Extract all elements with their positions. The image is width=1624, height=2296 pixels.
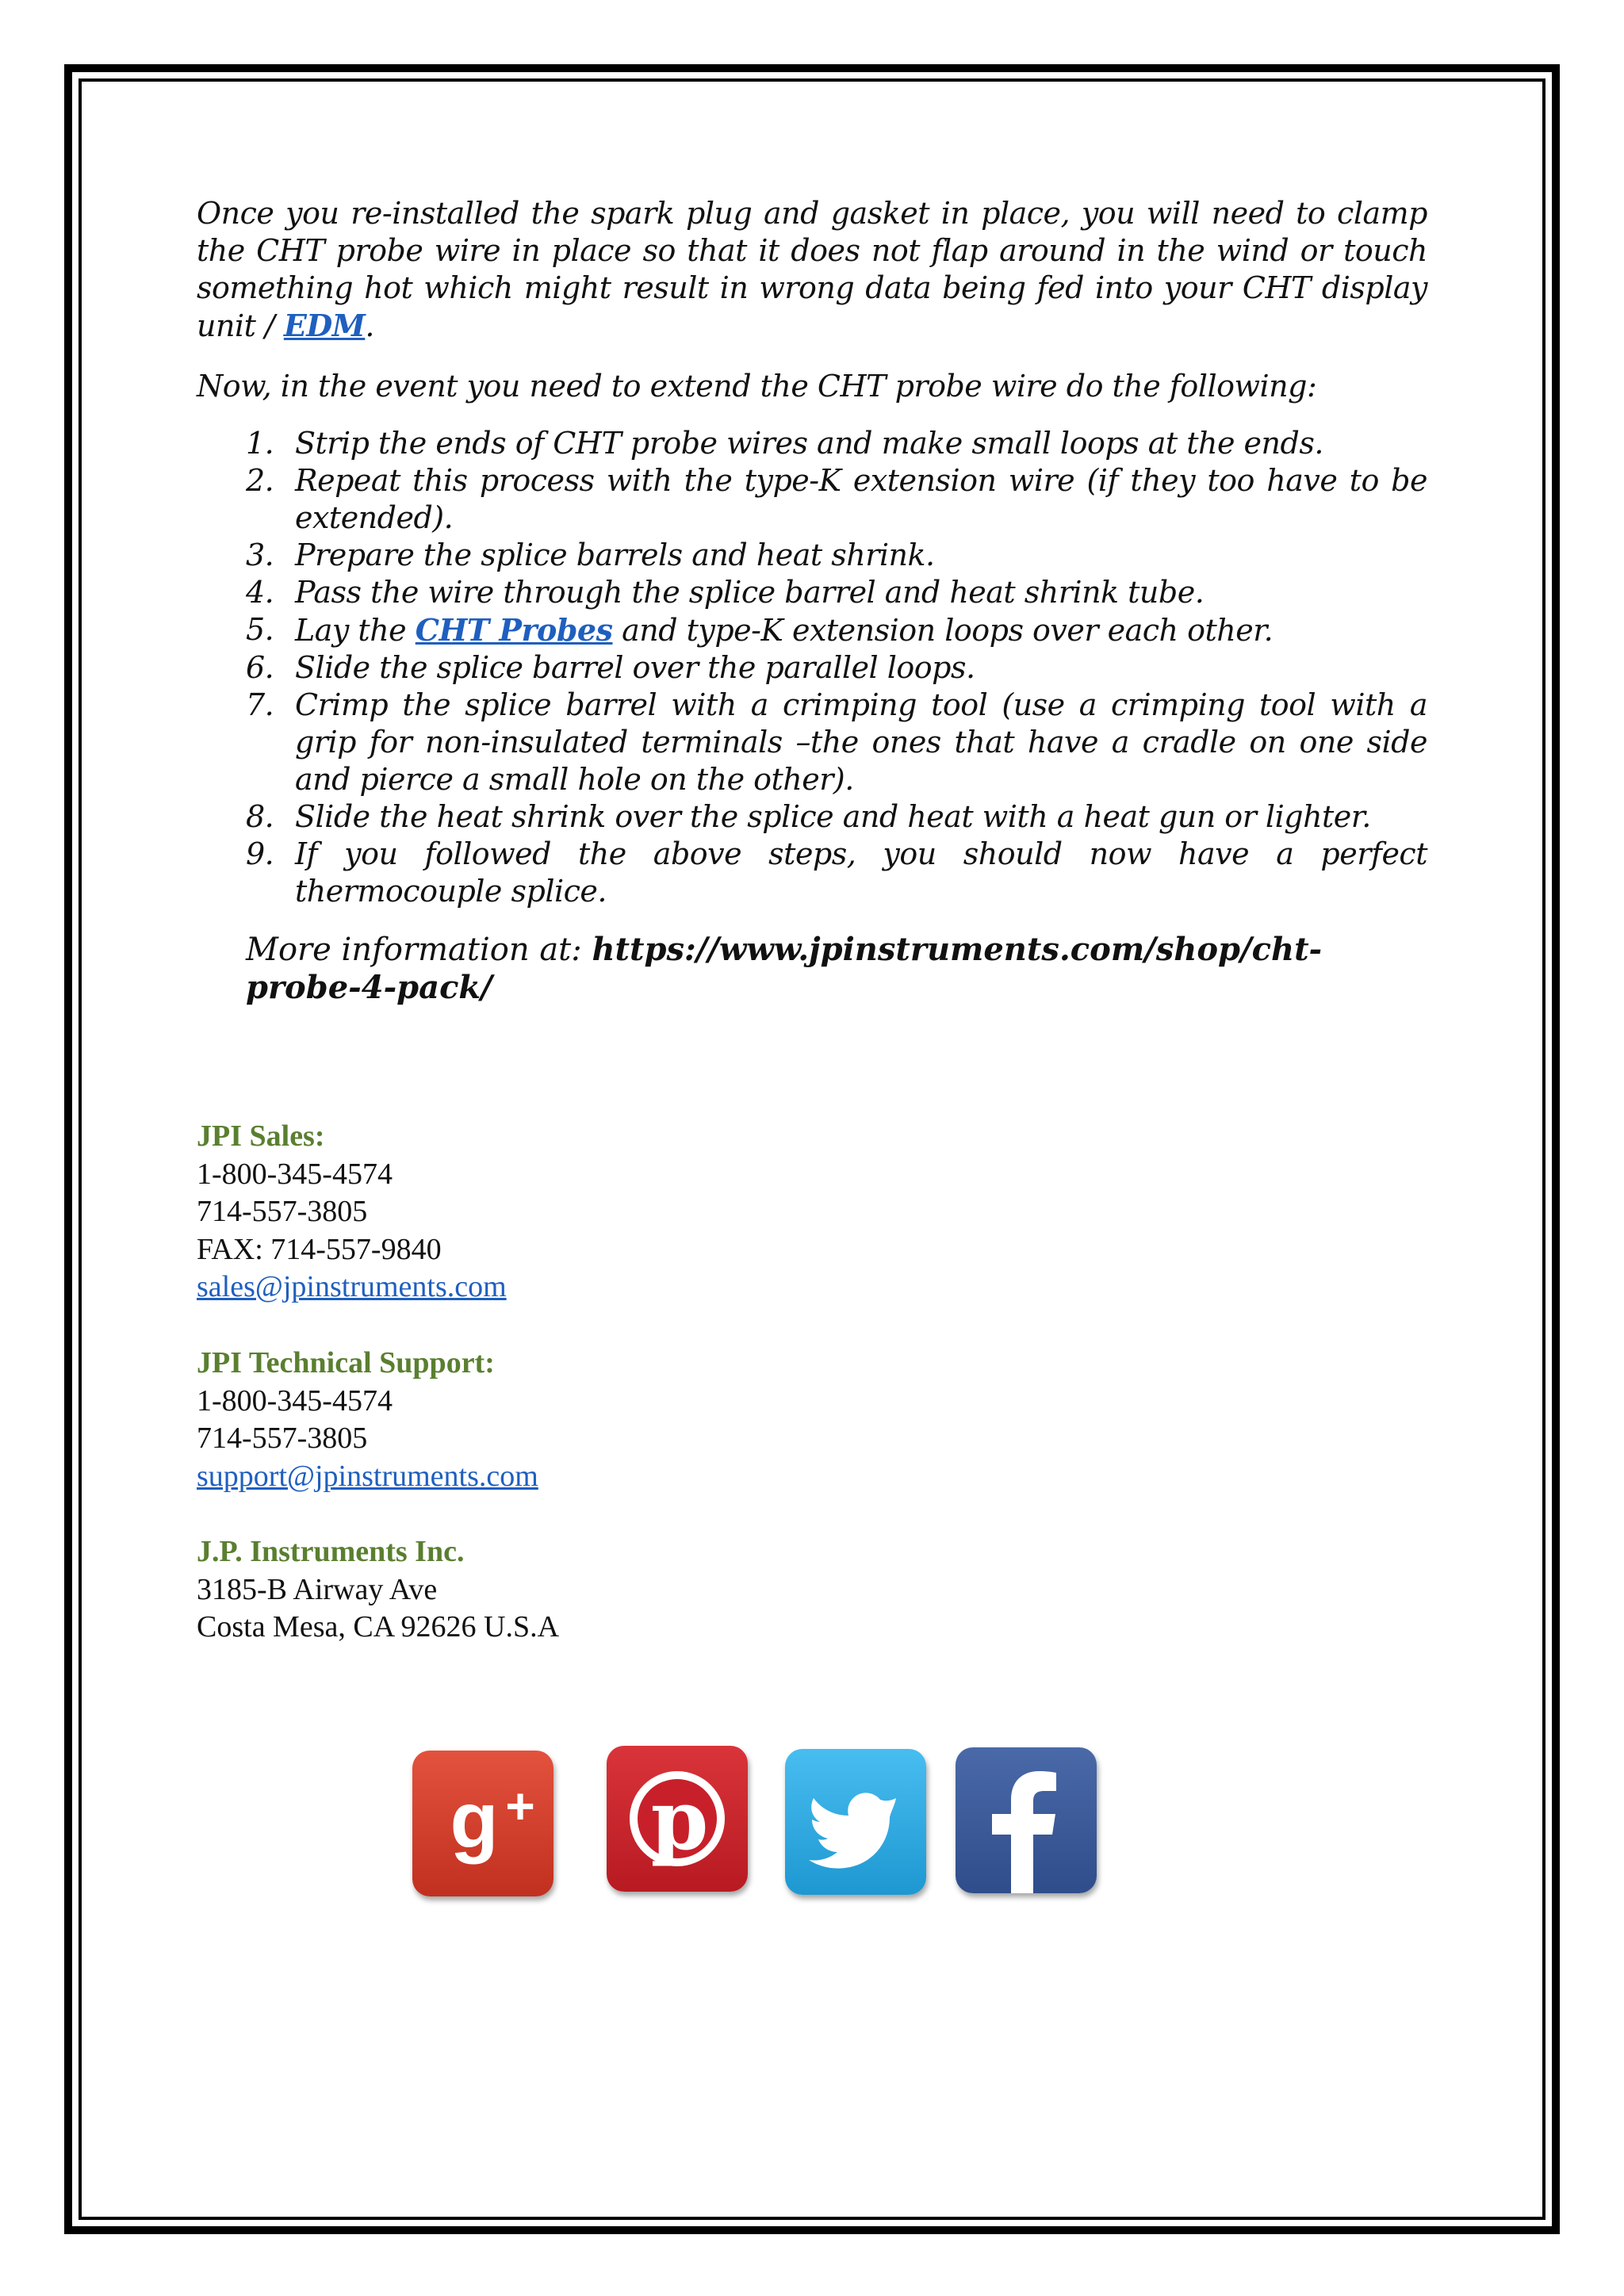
more-information [246, 931, 1427, 1007]
step-number: 9. [246, 836, 274, 871]
step-number: 3. [246, 538, 274, 572]
step-text: Pass the wire through the splice barrel and heat shrink tube. [295, 575, 1205, 610]
support-contact-block [197, 1345, 538, 1495]
step-number: 8. [246, 799, 274, 834]
step-item [197, 574, 1427, 611]
address-line-1: 3185-B Airway Ave [197, 1572, 438, 1606]
step-item [197, 611, 1427, 649]
step-item [197, 836, 1427, 910]
step-text: Slide the heat shrink over the splice and heat with a heat gun or lighter. [295, 799, 1371, 834]
company-heading: J.P. Instruments Inc. [197, 1535, 465, 1568]
step-number: 2. [246, 463, 274, 498]
step-item [197, 687, 1427, 798]
step-number: 7. [246, 687, 274, 722]
svg-text:p: p [650, 1771, 709, 1869]
step-text: Slide the splice barrel over the parallel loops. [295, 650, 975, 685]
edm-link[interactable]: EDM [283, 308, 366, 343]
sales-email-link[interactable]: sales@jpinstruments.com [197, 1270, 507, 1303]
step-item [197, 537, 1427, 574]
pinterest-icon[interactable] [607, 1746, 748, 1892]
twitter-icon[interactable] [785, 1749, 926, 1895]
step-number: 5. [246, 612, 274, 647]
step-item [197, 649, 1427, 687]
step-text: Strip the ends of CHT probe wires and make small loops at the ends. [295, 426, 1323, 461]
facebook-icon[interactable] [956, 1747, 1097, 1893]
support-email-link[interactable]: support@jpinstruments.com [197, 1459, 538, 1493]
address-line-2: Costa Mesa, CA 92626 U.S.A [197, 1610, 560, 1644]
svg-text:g: g [450, 1776, 499, 1865]
intro-text: Once you re-installed the spark plug and gasket in place, you will need to clamp the CHT probe wire in place so that it does not flap around in the wind or touch something hot which might result in wrong data being fed into your CHT display unit / [197, 196, 1427, 343]
sales-fax: FAX: 714-557-9840 [197, 1232, 442, 1266]
cht-probes-link[interactable]: CHT Probes [415, 612, 613, 648]
sales-contact-block [197, 1118, 507, 1307]
step-number: 6. [246, 650, 274, 685]
sales-phone: 714-557-3805 [197, 1195, 368, 1228]
intro-end: . [365, 308, 374, 343]
steps-list [197, 425, 1427, 910]
intro-paragraph [197, 195, 1427, 345]
step-item [197, 798, 1427, 836]
step-text: and type-K extension loops over each other. [612, 613, 1274, 648]
step-item [197, 425, 1427, 462]
sales-heading: JPI Sales: [197, 1119, 325, 1153]
support-phone: 714-557-3805 [197, 1422, 368, 1455]
google-plus-icon[interactable] [412, 1751, 553, 1896]
support-phone-tollfree: 1-800-345-4574 [197, 1383, 393, 1418]
company-address-block [197, 1533, 559, 1647]
step-text: Lay the [295, 613, 416, 648]
sales-phone-tollfree: 1-800-345-4574 [197, 1157, 393, 1191]
step-text: Repeat this process with the type-K extension wire (if they too have to be extended). [295, 463, 1427, 535]
step-text: Crimp the splice barrel with a crimping tool (use a crimping tool with a grip for non-insulated terminals –the ones that have a cradle on one side and pierce a small hole on the other). [295, 687, 1427, 797]
support-heading: JPI Technical Support: [197, 1346, 495, 1380]
step-text: If you followed the above steps, you should now have a perfect thermocouple splice. [295, 836, 1427, 909]
step-number: 4. [246, 575, 274, 610]
more-info-url[interactable]: https://www.jpinstruments.com/shop/cht-probe-4-pack/ [246, 931, 1323, 1006]
extend-instructions-intro: Now, in the event you need to extend the CHT probe wire do the following: [197, 369, 1317, 404]
step-number: 1. [246, 426, 274, 461]
step-text: Prepare the splice barrels and heat shrink. [295, 538, 935, 572]
more-info-label: More information at: [246, 932, 592, 968]
svg-text:+: + [505, 1777, 535, 1835]
step-item [197, 462, 1427, 537]
